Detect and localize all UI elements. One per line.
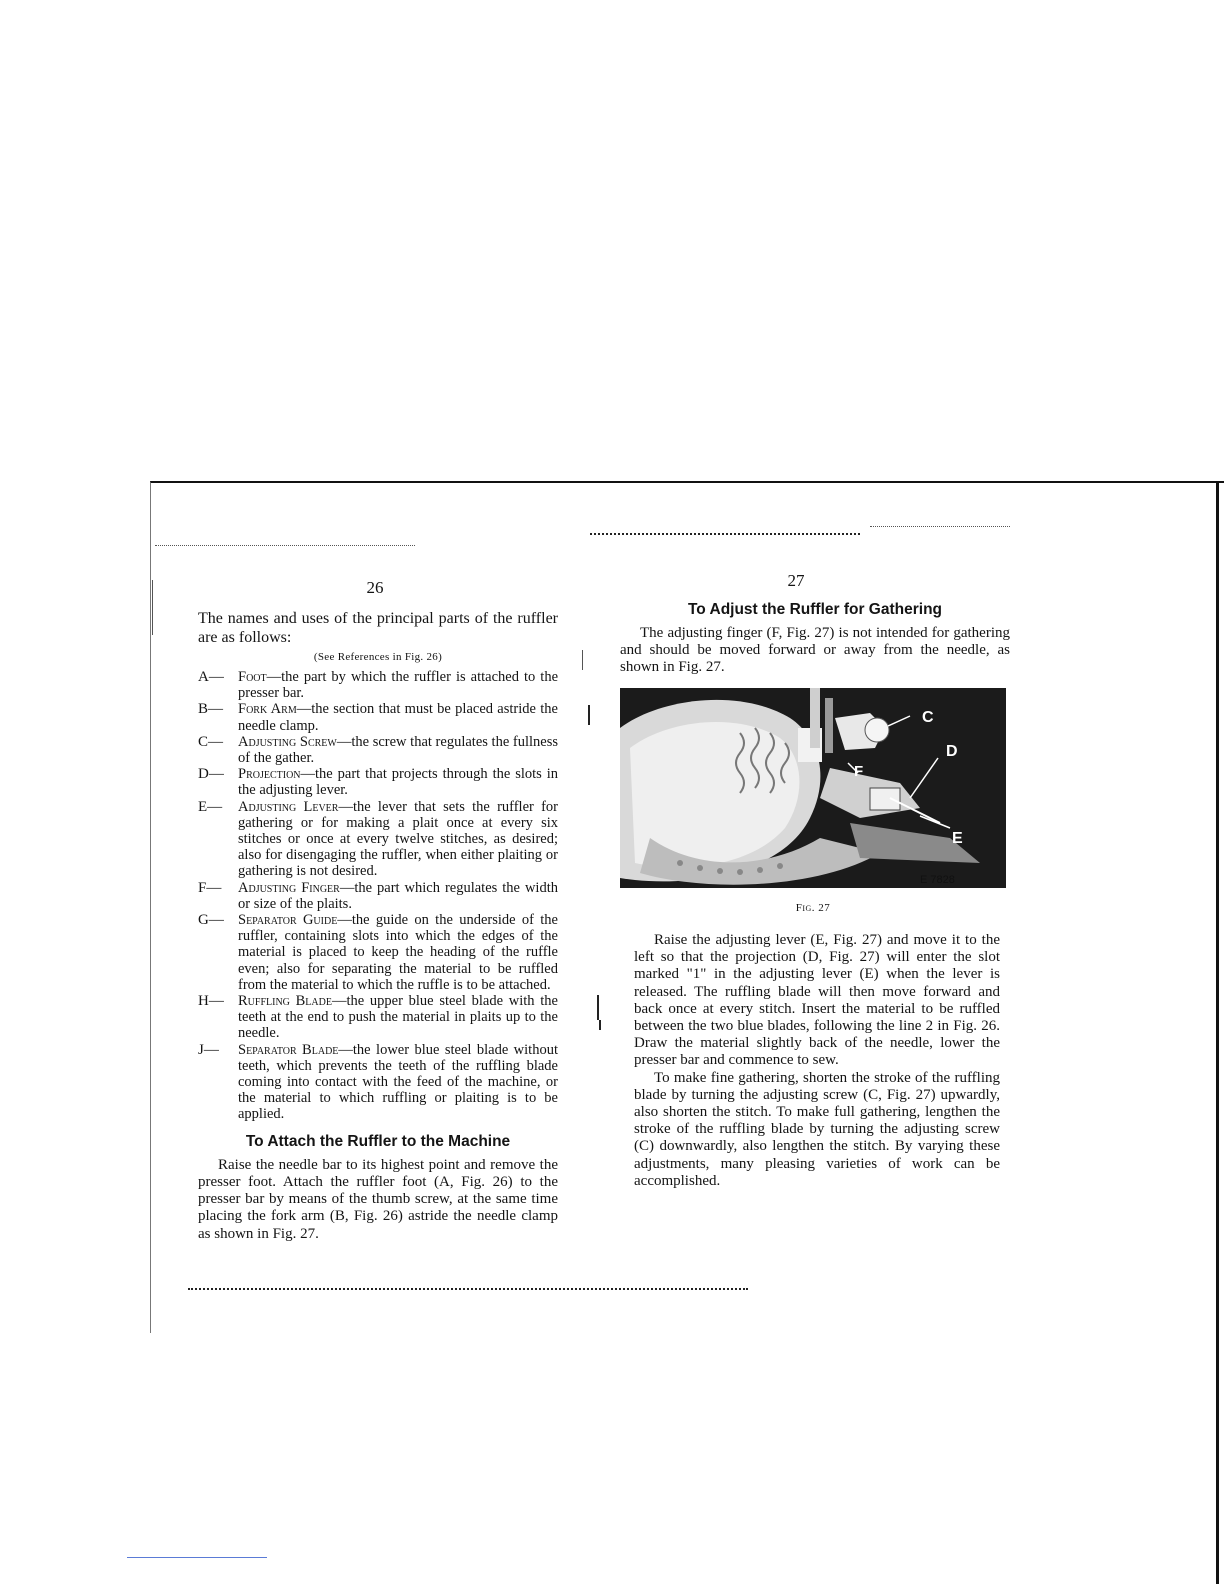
- margin-mark: [597, 995, 599, 1020]
- figure-caption: Fig. 27: [795, 902, 831, 914]
- part-item: [198, 701, 558, 733]
- top-right-dots: [590, 533, 860, 535]
- part-text: —the lever that sets the ruffler for gathering or for making a plait once at every six stitches or once at every twelve stitches, as desired; also for disengaging the ruffler, when either plaiting or gathering is not desired.: [238, 798, 559, 880]
- part-text: —the part that projects through the slots in the adjusting lever.: [238, 766, 558, 799]
- label-d: D: [946, 743, 958, 760]
- part-text: —the section that must be placed astride the needle clamp.: [238, 701, 558, 734]
- top-left-dots: [155, 545, 415, 546]
- part-letter: D—: [198, 766, 224, 783]
- part-term: Adjusting Finger: [238, 879, 340, 896]
- section-title: To Attach the Ruffler to the Machine: [245, 1132, 511, 1150]
- part-term: Ruffling Blade: [238, 993, 332, 1010]
- part-item: [198, 1042, 558, 1123]
- part-text: —the part which regulates the width or size of the plaits.: [238, 879, 558, 912]
- part-letter: E—: [198, 798, 223, 815]
- part-letter: B—: [198, 701, 224, 718]
- part-item: [198, 669, 558, 701]
- part-letter: J—: [198, 1041, 219, 1058]
- margin-mark: [588, 705, 590, 725]
- part-item: [198, 799, 558, 880]
- ruffler-photo: [620, 688, 1006, 888]
- part-term: Separator Blade: [238, 1041, 339, 1058]
- section-text: The adjusting finger (F, Fig. 27) is not intended for gathering and should be moved forward or away from the needle, as shown in Fig. 27.: [620, 625, 1010, 676]
- label-c: C: [922, 709, 934, 726]
- part-letter: H—: [198, 993, 224, 1010]
- intro-text: The names and uses of the principal parts of the ruffler are as follows:: [198, 610, 558, 646]
- right-column-top: [620, 599, 1010, 677]
- figure-code: E 7828: [920, 874, 955, 886]
- right-column-bottom: [634, 932, 1000, 1190]
- blue-underline: [127, 1557, 267, 1558]
- section-title: To Adjust the Ruffler for Gathering: [687, 601, 943, 618]
- part-text: —the guide on the underside of the ruffler, containing slots into which the edges of the material is placed to keep the heading of the ruffle even; also for separating the material to be ruffled from the material to which the ruffle is to be attached.: [238, 912, 558, 993]
- part-term: Projection: [238, 766, 301, 783]
- paragraph-1: Raise the adjusting lever (E, Fig. 27) and move it to the left so that the projection (D, Fig. 27) will enter the slot marked "1" in the adjusting lever (E) when the lever is released. The ruffling blade will then move forward and back once at every stitch. Insert the material to be ruffled between the two blue blades, following the line 2 in Fig. 26. Draw the material slightly back of the needle, lower the presser bar and commence to sew.: [634, 932, 1000, 1069]
- bottom-dots: [188, 1288, 748, 1290]
- part-letter: C—: [198, 733, 224, 750]
- ruffler-illustration: [620, 688, 1006, 888]
- section-text: Raise the needle bar to its highest point and remove the presser foot. Attach the ruffler foot (A, Fig. 26) to the presser bar by means of the thumb screw, at the same time placing the fork arm (B, Fig. 26) astride the needle clamp as shown in Fig. 27.: [198, 1156, 558, 1242]
- margin-mark: [599, 1020, 601, 1030]
- label-e: E: [952, 830, 963, 847]
- page-edge: [1216, 481, 1224, 1584]
- part-letter: A—: [198, 669, 224, 685]
- part-item: [198, 912, 558, 993]
- part-text: —the upper blue steel blade with the teeth at the end to push the material in plaits up to the needle.: [238, 993, 558, 1042]
- part-term: Adjusting Screw: [238, 733, 337, 750]
- part-item: [198, 766, 558, 798]
- references-note: (See References in Fig. 26): [313, 651, 443, 663]
- page-number: 26: [366, 578, 384, 597]
- left-column: [198, 609, 558, 1243]
- part-text: —the screw that regulates the fullness of the gather.: [238, 733, 559, 767]
- label-f: F: [854, 763, 864, 780]
- part-term: Adjusting Lever: [238, 798, 339, 815]
- part-letter: F—: [198, 879, 222, 896]
- part-term: Separator Guide: [238, 912, 338, 929]
- paragraph-2: To make fine gathering, shorten the stroke of the ruffling blade by turning the adjusting screw (C, Fig. 27) upwardly, also shorten the stitch. To make full gathering, lengthen the stroke of the ruffling blade by turning the adjusting screw (C) downwardly, also lengthen the stitch. By varying these adjustments, many pleasing varieties of work can be accomplished.: [634, 1069, 1000, 1189]
- part-letter: G—: [198, 912, 224, 929]
- top-right-dots-faint: [870, 526, 1010, 527]
- margin-mark: [152, 580, 153, 635]
- parts-list: [198, 669, 558, 1123]
- margin-mark: [582, 650, 583, 670]
- page-number: 27: [787, 571, 805, 590]
- part-text: —the part by which the ruffler is attached to the presser bar.: [238, 669, 558, 702]
- part-term: Fork Arm: [238, 701, 297, 718]
- part-item: [198, 993, 558, 1042]
- part-term: Foot: [238, 669, 267, 685]
- part-text: —the lower blue steel blade without teeth, which prevents the teeth of the ruffling blade coming into contact with the feed of the machine, or the material to which ruffling or plaiting is to be applied.: [238, 1041, 558, 1123]
- part-item: [198, 880, 558, 912]
- part-item: [198, 734, 558, 766]
